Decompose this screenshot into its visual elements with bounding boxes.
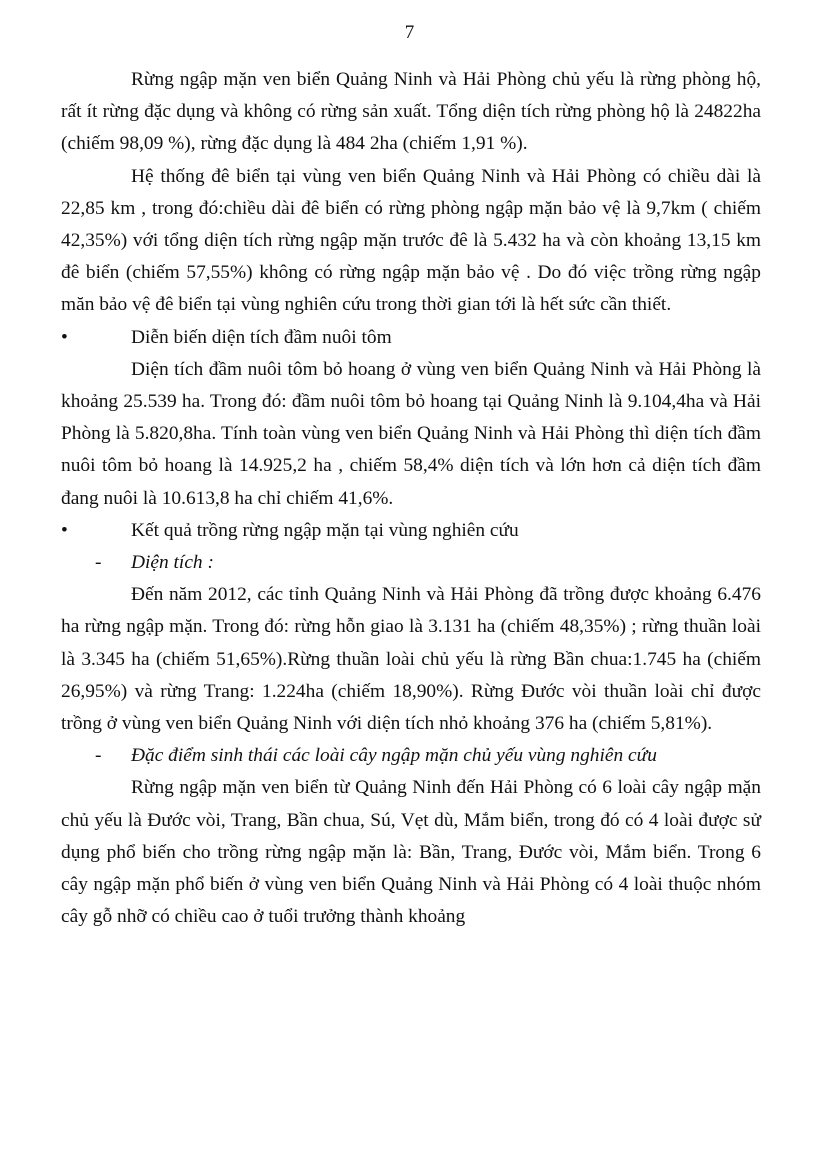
bullet-shrimp-ponds [61, 322, 761, 354]
bullet-mark: • [61, 519, 68, 541]
bullet-text: Diễn biến diện tích đầm nuôi tôm [131, 326, 392, 348]
dash-mark: - [95, 745, 102, 767]
bullet-planting-results [61, 515, 761, 547]
paragraph-species: Rừng ngập mặn ven biển từ Quảng Ninh đến Hải Phòng có 6 loài cây ngập mặn chủ yếu là Đước vòi, Trang, Bần chua, Sú, Vẹt dù, Mắm biển, trong đó có 4 loài được sử dụng phổ biến cho trồng rừng ngập mặn là: Bần, Trang, Đước vòi, Mắm biển. Trong 6 cây ngập mặn phổ biến ở vùng ven biển Quảng Ninh và Hải Phòng có 4 loài thuộc nhóm cây gỗ nhỡ có chiều cao ở tuổi trưởng thành khoảng [61, 777, 761, 928]
bullet-text: Kết quả trồng rừng ngập mặn tại vùng nghiên cứu [131, 519, 519, 541]
subheading-text: Đặc điểm sinh thái các loài cây ngập mặn chủ yếu vùng nghiên cứu [131, 745, 657, 767]
subheading-ecology [61, 740, 761, 772]
dash-mark: - [95, 552, 102, 574]
paragraph-planted-area: Đến năm 2012, các tỉnh Quảng Ninh và Hải Phòng đã trồng được khoảng 6.476 ha rừng ngập mặn. Trong đó: rừng hỗn giao là 3.131 ha (chiếm 48,35%) ; rừng thuần loài là 3.345 ha (chiếm 51,65%).Rừng thuần loài chủ yếu là rừng Bần chua:1.745 ha (chiếm 26,95%) và rừng Trang: 1.224ha (chiếm 18,90%). Rừng Đước vòi thuần loài chỉ được trồng ở vùng ven biển Quảng Ninh với diện tích nhỏ khoảng 376 ha (chiếm 5,81%). [61, 584, 761, 735]
page-number: 7 [404, 22, 415, 43]
bullet-mark: • [61, 326, 68, 348]
paragraph-shrimp-ponds: Diện tích đầm nuôi tôm bỏ hoang ở vùng ven biển Quảng Ninh và Hải Phòng là khoảng 25.539 ha. Trong đó: đầm nuôi tôm bỏ hoang tại Quảng Ninh là 9.104,4ha và Hải Phòng là 5.820,8ha. Tính toàn vùng ven biển Quảng Ninh và Hải Phòng thì diện tích đầm nuôi tôm bỏ hoang là 14.925,2 ha , chiếm 58,4% diện tích và lớn hơn cả diện tích đầm đang nuôi là 10.613,8 ha chỉ chiếm 41,6%. [61, 358, 761, 509]
document-body [61, 64, 761, 933]
paragraph-forest-types: Rừng ngập mặn ven biển Quảng Ninh và Hải Phòng chủ yếu là rừng phòng hộ, rất ít rừng đặc dụng và không có rừng sản xuất. Tổng diện tích rừng phòng hộ là 24822ha (chiếm 98,09 %), rừng đặc dụng là 484 2ha (chiếm 1,91 %). [61, 69, 761, 155]
subheading-area [61, 547, 761, 579]
paragraph-sea-dike: Hệ thống đê biển tại vùng ven biển Quảng Ninh và Hải Phòng có chiều dài là 22,85 km , trong đó:chiều dài đê biển có rừng phòng ngập mặn bảo vệ là 9,7km ( chiếm 42,35%) với tổng diện tích rừng ngập mặn trước đê là 5.432 ha và còn khoảng 13,15 km đê biển (chiếm 57,55%) không có rừng ngập mặn bảo vệ . Do đó việc trồng rừng ngập măn bảo vệ đê biển tại vùng nghiên cứu trong thời gian tới là hết sức cần thiết. [61, 165, 761, 316]
subheading-text: Diện tích : [131, 552, 214, 574]
